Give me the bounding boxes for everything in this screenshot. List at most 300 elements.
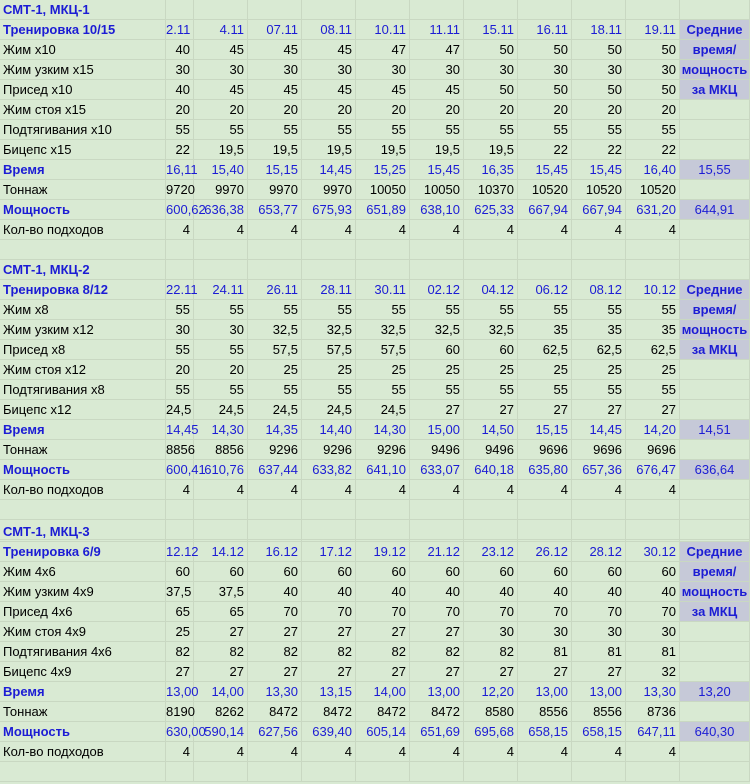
value-cell[interactable]: 30.12 bbox=[626, 542, 680, 562]
average-cell[interactable]: за МКЦ bbox=[680, 80, 750, 100]
row-label[interactable]: Подтягивания х10 bbox=[0, 120, 166, 140]
empty-cell[interactable] bbox=[302, 500, 356, 520]
value-cell[interactable]: 40 bbox=[572, 582, 626, 602]
value-cell[interactable]: 27 bbox=[572, 662, 626, 682]
empty-cell[interactable] bbox=[356, 260, 410, 280]
value-cell[interactable]: 657,36 bbox=[572, 460, 626, 480]
value-cell[interactable]: 02.12 bbox=[410, 280, 464, 300]
empty-cell[interactable] bbox=[572, 762, 626, 782]
value-cell[interactable]: 55 bbox=[518, 380, 572, 400]
row-label[interactable]: Жим х8 bbox=[0, 300, 166, 320]
empty-cell[interactable] bbox=[410, 240, 464, 260]
value-cell[interactable]: 55 bbox=[194, 340, 248, 360]
value-cell[interactable]: 65 bbox=[194, 602, 248, 622]
value-cell[interactable]: 14,45 bbox=[572, 420, 626, 440]
value-cell[interactable]: 14.12 bbox=[194, 542, 248, 562]
value-cell[interactable]: 25 bbox=[248, 360, 302, 380]
value-cell[interactable]: 639,40 bbox=[302, 722, 356, 742]
empty-cell[interactable] bbox=[572, 522, 626, 542]
empty-cell[interactable] bbox=[464, 522, 518, 542]
value-cell[interactable]: 40 bbox=[518, 582, 572, 602]
value-cell[interactable]: 55 bbox=[194, 300, 248, 320]
value-cell[interactable]: 4 bbox=[626, 480, 680, 500]
value-cell[interactable]: 30 bbox=[194, 320, 248, 340]
row-label[interactable]: Тренировка 10/15 bbox=[0, 20, 166, 40]
empty-cell[interactable] bbox=[356, 0, 410, 20]
empty-cell[interactable] bbox=[464, 260, 518, 280]
value-cell[interactable]: 658,15 bbox=[572, 722, 626, 742]
empty-cell[interactable] bbox=[194, 762, 248, 782]
value-cell[interactable]: 32,5 bbox=[410, 320, 464, 340]
value-cell[interactable]: 16.11 bbox=[518, 20, 572, 40]
value-cell[interactable]: 20 bbox=[518, 100, 572, 120]
value-cell[interactable]: 40 bbox=[166, 40, 194, 60]
value-cell[interactable]: 28.12 bbox=[572, 542, 626, 562]
average-cell[interactable]: 14,51 bbox=[680, 420, 750, 440]
value-cell[interactable]: 14,00 bbox=[194, 682, 248, 702]
value-cell[interactable]: 55 bbox=[194, 380, 248, 400]
value-cell[interactable]: 82 bbox=[248, 642, 302, 662]
row-label[interactable]: Время bbox=[0, 160, 166, 180]
average-cell[interactable] bbox=[680, 400, 750, 420]
value-cell[interactable]: 22 bbox=[166, 140, 194, 160]
value-cell[interactable]: 15,15 bbox=[518, 420, 572, 440]
empty-cell[interactable] bbox=[410, 0, 464, 20]
value-cell[interactable]: 25 bbox=[302, 360, 356, 380]
empty-cell[interactable] bbox=[518, 0, 572, 20]
value-cell[interactable]: 32 bbox=[626, 662, 680, 682]
value-cell[interactable]: 19.12 bbox=[356, 542, 410, 562]
empty-cell[interactable] bbox=[572, 260, 626, 280]
value-cell[interactable]: 9696 bbox=[518, 440, 572, 460]
empty-cell[interactable] bbox=[194, 260, 248, 280]
value-cell[interactable]: 32,5 bbox=[356, 320, 410, 340]
average-cell[interactable] bbox=[680, 480, 750, 500]
value-cell[interactable]: 20 bbox=[166, 360, 194, 380]
value-cell[interactable]: 647,11 bbox=[626, 722, 680, 742]
value-cell[interactable]: 25 bbox=[464, 360, 518, 380]
row-label[interactable]: Бицепс х12 bbox=[0, 400, 166, 420]
value-cell[interactable]: 55 bbox=[166, 340, 194, 360]
value-cell[interactable]: 27 bbox=[626, 400, 680, 420]
empty-cell[interactable] bbox=[572, 500, 626, 520]
value-cell[interactable]: 13,15 bbox=[302, 682, 356, 702]
value-cell[interactable]: 60 bbox=[464, 562, 518, 582]
value-cell[interactable]: 50 bbox=[518, 40, 572, 60]
row-label[interactable]: Подтягивания х8 bbox=[0, 380, 166, 400]
value-cell[interactable]: 55 bbox=[356, 380, 410, 400]
empty-cell[interactable] bbox=[166, 240, 194, 260]
value-cell[interactable]: 8556 bbox=[572, 702, 626, 722]
empty-cell[interactable] bbox=[0, 500, 166, 520]
value-cell[interactable]: 20 bbox=[302, 100, 356, 120]
value-cell[interactable]: 55 bbox=[302, 380, 356, 400]
average-cell[interactable]: 640,30 bbox=[680, 722, 750, 742]
value-cell[interactable]: 8580 bbox=[464, 702, 518, 722]
row-label[interactable]: Жим 4х6 bbox=[0, 562, 166, 582]
empty-cell[interactable] bbox=[302, 260, 356, 280]
empty-cell[interactable] bbox=[166, 500, 194, 520]
value-cell[interactable]: 27 bbox=[410, 622, 464, 642]
value-cell[interactable]: 32,5 bbox=[464, 320, 518, 340]
average-cell[interactable] bbox=[680, 220, 750, 240]
value-cell[interactable]: 15,45 bbox=[410, 160, 464, 180]
value-cell[interactable]: 10.11 bbox=[356, 20, 410, 40]
value-cell[interactable]: 641,10 bbox=[356, 460, 410, 480]
value-cell[interactable]: 45 bbox=[248, 40, 302, 60]
average-cell[interactable]: время/ bbox=[680, 40, 750, 60]
row-label[interactable]: Жим стоя х15 bbox=[0, 100, 166, 120]
value-cell[interactable]: 16.12 bbox=[248, 542, 302, 562]
average-cell[interactable]: 644,91 bbox=[680, 200, 750, 220]
value-cell[interactable]: 14,45 bbox=[166, 420, 194, 440]
value-cell[interactable]: 24,5 bbox=[248, 400, 302, 420]
empty-cell[interactable] bbox=[356, 762, 410, 782]
value-cell[interactable]: 4 bbox=[194, 480, 248, 500]
value-cell[interactable]: 14,40 bbox=[302, 420, 356, 440]
value-cell[interactable]: 22 bbox=[518, 140, 572, 160]
value-cell[interactable]: 35 bbox=[626, 320, 680, 340]
value-cell[interactable]: 55 bbox=[248, 120, 302, 140]
average-cell[interactable]: мощность bbox=[680, 320, 750, 340]
value-cell[interactable]: 16,35 bbox=[464, 160, 518, 180]
value-cell[interactable]: 55 bbox=[626, 380, 680, 400]
value-cell[interactable]: 8736 bbox=[626, 702, 680, 722]
value-cell[interactable]: 19.11 bbox=[626, 20, 680, 40]
average-cell[interactable] bbox=[680, 180, 750, 200]
value-cell[interactable]: 4 bbox=[464, 480, 518, 500]
empty-cell[interactable] bbox=[0, 240, 166, 260]
value-cell[interactable]: 27 bbox=[410, 400, 464, 420]
value-cell[interactable]: 22.11 bbox=[166, 280, 194, 300]
value-cell[interactable]: 20 bbox=[464, 100, 518, 120]
row-label[interactable]: Мощность bbox=[0, 200, 166, 220]
value-cell[interactable]: 27 bbox=[248, 622, 302, 642]
value-cell[interactable]: 638,10 bbox=[410, 200, 464, 220]
average-cell[interactable] bbox=[680, 702, 750, 722]
average-cell[interactable] bbox=[680, 742, 750, 762]
value-cell[interactable]: 13,00 bbox=[166, 682, 194, 702]
value-cell[interactable]: 8856 bbox=[166, 440, 194, 460]
row-label[interactable]: Время bbox=[0, 682, 166, 702]
value-cell[interactable]: 50 bbox=[572, 40, 626, 60]
value-cell[interactable]: 57,5 bbox=[248, 340, 302, 360]
value-cell[interactable]: 10520 bbox=[626, 180, 680, 200]
value-cell[interactable]: 55 bbox=[518, 120, 572, 140]
row-label[interactable]: Мощность bbox=[0, 460, 166, 480]
value-cell[interactable]: 70 bbox=[356, 602, 410, 622]
value-cell[interactable]: 27 bbox=[248, 662, 302, 682]
empty-cell[interactable] bbox=[0, 762, 166, 782]
row-label[interactable]: Кол-во подходов bbox=[0, 220, 166, 240]
average-cell[interactable] bbox=[680, 380, 750, 400]
value-cell[interactable]: 658,15 bbox=[518, 722, 572, 742]
value-cell[interactable]: 15.11 bbox=[464, 20, 518, 40]
value-cell[interactable]: 8262 bbox=[194, 702, 248, 722]
value-cell[interactable]: 4 bbox=[302, 480, 356, 500]
value-cell[interactable]: 630,00 bbox=[166, 722, 194, 742]
average-cell[interactable] bbox=[680, 642, 750, 662]
value-cell[interactable]: 55 bbox=[464, 380, 518, 400]
average-cell[interactable] bbox=[680, 100, 750, 120]
value-cell[interactable]: 12.12 bbox=[166, 542, 194, 562]
average-cell[interactable] bbox=[680, 662, 750, 682]
value-cell[interactable]: 9970 bbox=[194, 180, 248, 200]
value-cell[interactable]: 9496 bbox=[464, 440, 518, 460]
value-cell[interactable]: 9296 bbox=[248, 440, 302, 460]
empty-cell[interactable] bbox=[680, 762, 750, 782]
value-cell[interactable]: 9496 bbox=[410, 440, 464, 460]
value-cell[interactable]: 60 bbox=[410, 562, 464, 582]
value-cell[interactable]: 27 bbox=[302, 622, 356, 642]
value-cell[interactable]: 14,45 bbox=[302, 160, 356, 180]
value-cell[interactable]: 19,5 bbox=[464, 140, 518, 160]
value-cell[interactable]: 55 bbox=[410, 300, 464, 320]
value-cell[interactable]: 30 bbox=[194, 60, 248, 80]
value-cell[interactable]: 15,40 bbox=[194, 160, 248, 180]
empty-cell[interactable] bbox=[166, 260, 194, 280]
value-cell[interactable]: 81 bbox=[572, 642, 626, 662]
value-cell[interactable]: 28.11 bbox=[302, 280, 356, 300]
empty-cell[interactable] bbox=[464, 240, 518, 260]
average-cell[interactable] bbox=[680, 360, 750, 380]
value-cell[interactable]: 636,38 bbox=[194, 200, 248, 220]
value-cell[interactable]: 82 bbox=[356, 642, 410, 662]
average-cell[interactable]: время/ bbox=[680, 562, 750, 582]
value-cell[interactable]: 10050 bbox=[356, 180, 410, 200]
row-label[interactable]: Жим узким х12 bbox=[0, 320, 166, 340]
empty-cell[interactable] bbox=[248, 0, 302, 20]
value-cell[interactable]: 4 bbox=[166, 220, 194, 240]
average-cell[interactable] bbox=[680, 622, 750, 642]
value-cell[interactable]: 40 bbox=[248, 582, 302, 602]
value-cell[interactable]: 625,33 bbox=[464, 200, 518, 220]
value-cell[interactable]: 4 bbox=[572, 742, 626, 762]
empty-cell[interactable] bbox=[410, 260, 464, 280]
value-cell[interactable]: 8472 bbox=[410, 702, 464, 722]
empty-cell[interactable] bbox=[680, 0, 750, 20]
value-cell[interactable]: 30 bbox=[572, 622, 626, 642]
empty-cell[interactable] bbox=[626, 0, 680, 20]
value-cell[interactable]: 24.11 bbox=[194, 280, 248, 300]
value-cell[interactable]: 4 bbox=[410, 220, 464, 240]
value-cell[interactable]: 37,5 bbox=[194, 582, 248, 602]
average-cell[interactable]: 13,20 bbox=[680, 682, 750, 702]
value-cell[interactable]: 55 bbox=[248, 380, 302, 400]
value-cell[interactable]: 24,5 bbox=[302, 400, 356, 420]
value-cell[interactable]: 4 bbox=[166, 742, 194, 762]
value-cell[interactable]: 50 bbox=[464, 80, 518, 100]
empty-cell[interactable] bbox=[248, 500, 302, 520]
value-cell[interactable]: 40 bbox=[464, 582, 518, 602]
value-cell[interactable]: 35 bbox=[572, 320, 626, 340]
value-cell[interactable]: 631,20 bbox=[626, 200, 680, 220]
empty-cell[interactable] bbox=[248, 522, 302, 542]
value-cell[interactable]: 9970 bbox=[248, 180, 302, 200]
empty-cell[interactable] bbox=[464, 762, 518, 782]
value-cell[interactable]: 24,5 bbox=[194, 400, 248, 420]
value-cell[interactable]: 26.12 bbox=[518, 542, 572, 562]
value-cell[interactable]: 47 bbox=[356, 40, 410, 60]
value-cell[interactable]: 04.12 bbox=[464, 280, 518, 300]
average-cell[interactable]: 15,55 bbox=[680, 160, 750, 180]
value-cell[interactable]: 45 bbox=[248, 80, 302, 100]
empty-cell[interactable] bbox=[518, 260, 572, 280]
row-label[interactable]: Жим узким х15 bbox=[0, 60, 166, 80]
empty-cell[interactable] bbox=[410, 762, 464, 782]
value-cell[interactable]: 15,45 bbox=[572, 160, 626, 180]
value-cell[interactable]: 20 bbox=[166, 100, 194, 120]
value-cell[interactable]: 9696 bbox=[626, 440, 680, 460]
value-cell[interactable]: 82 bbox=[464, 642, 518, 662]
value-cell[interactable]: 695,68 bbox=[464, 722, 518, 742]
value-cell[interactable]: 600,62 bbox=[166, 200, 194, 220]
value-cell[interactable]: 4 bbox=[518, 220, 572, 240]
value-cell[interactable]: 4 bbox=[572, 220, 626, 240]
value-cell[interactable]: 27 bbox=[194, 622, 248, 642]
average-cell[interactable]: мощность bbox=[680, 60, 750, 80]
value-cell[interactable]: 82 bbox=[302, 642, 356, 662]
value-cell[interactable]: 40 bbox=[356, 582, 410, 602]
average-cell[interactable]: Средние bbox=[680, 280, 750, 300]
value-cell[interactable]: 55 bbox=[464, 300, 518, 320]
value-cell[interactable]: 47 bbox=[410, 40, 464, 60]
value-cell[interactable]: 60 bbox=[356, 562, 410, 582]
row-label[interactable]: Кол-во подходов bbox=[0, 742, 166, 762]
value-cell[interactable]: 60 bbox=[302, 562, 356, 582]
empty-cell[interactable] bbox=[302, 240, 356, 260]
value-cell[interactable]: 25 bbox=[410, 360, 464, 380]
value-cell[interactable]: 55 bbox=[248, 300, 302, 320]
value-cell[interactable]: 4 bbox=[518, 480, 572, 500]
row-label[interactable]: Тренировка 8/12 bbox=[0, 280, 166, 300]
value-cell[interactable]: 9296 bbox=[302, 440, 356, 460]
value-cell[interactable]: 30 bbox=[518, 622, 572, 642]
value-cell[interactable]: 27 bbox=[356, 662, 410, 682]
empty-cell[interactable] bbox=[464, 500, 518, 520]
value-cell[interactable]: 57,5 bbox=[356, 340, 410, 360]
value-cell[interactable]: 60 bbox=[518, 562, 572, 582]
value-cell[interactable]: 14,20 bbox=[626, 420, 680, 440]
value-cell[interactable]: 45 bbox=[302, 40, 356, 60]
value-cell[interactable]: 22 bbox=[626, 140, 680, 160]
value-cell[interactable]: 8472 bbox=[356, 702, 410, 722]
value-cell[interactable]: 4 bbox=[166, 480, 194, 500]
value-cell[interactable]: 22 bbox=[572, 140, 626, 160]
value-cell[interactable]: 13,00 bbox=[572, 682, 626, 702]
value-cell[interactable]: 4 bbox=[356, 742, 410, 762]
value-cell[interactable]: 55 bbox=[518, 300, 572, 320]
value-cell[interactable]: 14,00 bbox=[356, 682, 410, 702]
value-cell[interactable]: 10520 bbox=[572, 180, 626, 200]
empty-cell[interactable] bbox=[194, 522, 248, 542]
value-cell[interactable]: 82 bbox=[194, 642, 248, 662]
average-cell[interactable]: за МКЦ bbox=[680, 340, 750, 360]
value-cell[interactable]: 70 bbox=[572, 602, 626, 622]
row-label[interactable]: Жим стоя х12 bbox=[0, 360, 166, 380]
value-cell[interactable]: 13,00 bbox=[518, 682, 572, 702]
value-cell[interactable]: 65 bbox=[166, 602, 194, 622]
value-cell[interactable]: 4.11 bbox=[194, 20, 248, 40]
value-cell[interactable]: 9720 bbox=[166, 180, 194, 200]
value-cell[interactable]: 70 bbox=[410, 602, 464, 622]
value-cell[interactable]: 60 bbox=[194, 562, 248, 582]
row-label[interactable]: Присед 4х6 bbox=[0, 602, 166, 622]
value-cell[interactable]: 20 bbox=[572, 100, 626, 120]
value-cell[interactable]: 55 bbox=[572, 380, 626, 400]
value-cell[interactable]: 8472 bbox=[248, 702, 302, 722]
value-cell[interactable]: 4 bbox=[464, 220, 518, 240]
value-cell[interactable]: 55 bbox=[572, 300, 626, 320]
value-cell[interactable]: 20 bbox=[356, 100, 410, 120]
value-cell[interactable]: 50 bbox=[626, 80, 680, 100]
value-cell[interactable]: 10.12 bbox=[626, 280, 680, 300]
value-cell[interactable]: 24,5 bbox=[166, 400, 194, 420]
value-cell[interactable]: 600,41 bbox=[166, 460, 194, 480]
value-cell[interactable]: 8856 bbox=[194, 440, 248, 460]
value-cell[interactable]: 4 bbox=[302, 742, 356, 762]
value-cell[interactable]: 70 bbox=[518, 602, 572, 622]
empty-cell[interactable] bbox=[680, 500, 750, 520]
value-cell[interactable]: 55 bbox=[464, 120, 518, 140]
value-cell[interactable]: 27 bbox=[572, 400, 626, 420]
value-cell[interactable]: 40 bbox=[302, 582, 356, 602]
value-cell[interactable]: 17.12 bbox=[302, 542, 356, 562]
average-cell[interactable]: мощность bbox=[680, 582, 750, 602]
value-cell[interactable]: 4 bbox=[464, 742, 518, 762]
value-cell[interactable]: 40 bbox=[410, 582, 464, 602]
value-cell[interactable]: 30 bbox=[302, 60, 356, 80]
value-cell[interactable]: 25 bbox=[166, 622, 194, 642]
value-cell[interactable]: 23.12 bbox=[464, 542, 518, 562]
value-cell[interactable]: 06.12 bbox=[518, 280, 572, 300]
row-label[interactable]: Тоннаж bbox=[0, 702, 166, 722]
value-cell[interactable]: 30.11 bbox=[356, 280, 410, 300]
value-cell[interactable]: 590,14 bbox=[194, 722, 248, 742]
value-cell[interactable]: 10520 bbox=[518, 180, 572, 200]
value-cell[interactable]: 19,5 bbox=[248, 140, 302, 160]
value-cell[interactable]: 14,30 bbox=[356, 420, 410, 440]
empty-cell[interactable] bbox=[166, 0, 194, 20]
value-cell[interactable]: 62,5 bbox=[626, 340, 680, 360]
value-cell[interactable]: 55 bbox=[626, 300, 680, 320]
value-cell[interactable]: 55 bbox=[166, 380, 194, 400]
value-cell[interactable]: 19,5 bbox=[356, 140, 410, 160]
value-cell[interactable]: 30 bbox=[464, 622, 518, 642]
empty-cell[interactable] bbox=[518, 762, 572, 782]
row-label[interactable]: Жим стоя 4х9 bbox=[0, 622, 166, 642]
value-cell[interactable]: 10050 bbox=[410, 180, 464, 200]
value-cell[interactable]: 55 bbox=[572, 120, 626, 140]
empty-cell[interactable] bbox=[680, 522, 750, 542]
value-cell[interactable]: 55 bbox=[410, 380, 464, 400]
average-cell[interactable]: 636,64 bbox=[680, 460, 750, 480]
row-label[interactable]: Присед х10 bbox=[0, 80, 166, 100]
value-cell[interactable]: 14,50 bbox=[464, 420, 518, 440]
value-cell[interactable]: 20 bbox=[410, 100, 464, 120]
value-cell[interactable]: 19,5 bbox=[194, 140, 248, 160]
value-cell[interactable]: 14,30 bbox=[194, 420, 248, 440]
row-label[interactable]: Бицепс 4х9 bbox=[0, 662, 166, 682]
value-cell[interactable]: 25 bbox=[356, 360, 410, 380]
value-cell[interactable]: 45 bbox=[194, 80, 248, 100]
value-cell[interactable]: 13,00 bbox=[410, 682, 464, 702]
value-cell[interactable]: 30 bbox=[626, 622, 680, 642]
value-cell[interactable]: 9970 bbox=[302, 180, 356, 200]
value-cell[interactable]: 4 bbox=[626, 742, 680, 762]
value-cell[interactable]: 4 bbox=[248, 220, 302, 240]
value-cell[interactable]: 10370 bbox=[464, 180, 518, 200]
